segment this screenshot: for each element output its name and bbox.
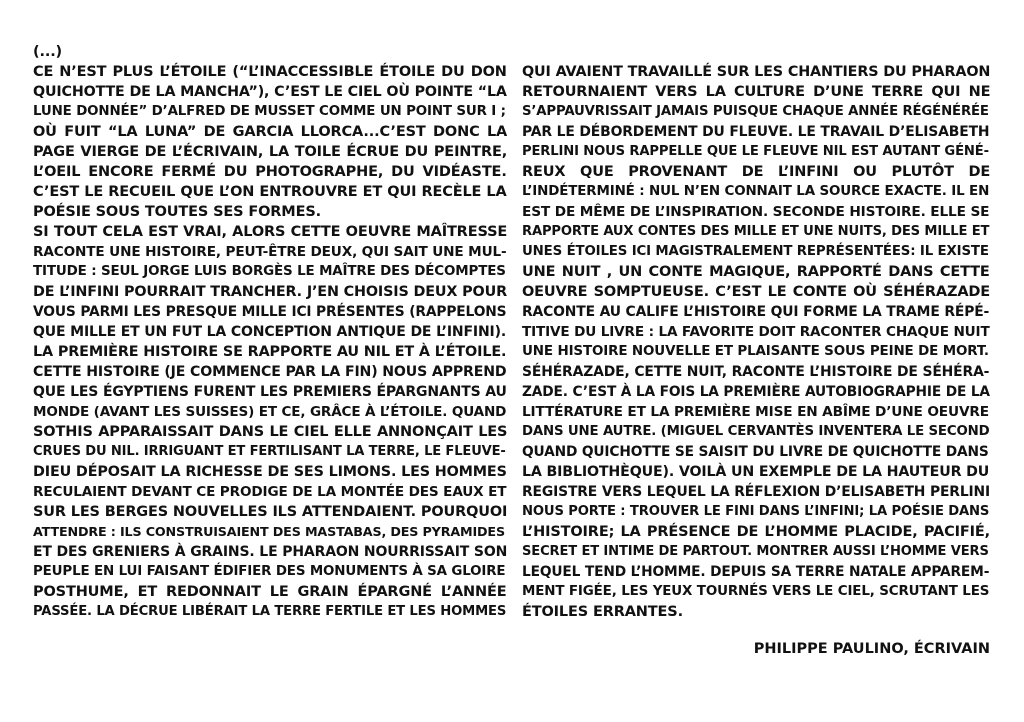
text-line: (...): [33, 44, 63, 60]
text-line: L’INDÉTERMINÉ : NUL N’EN CONNAIT LA SOURCE EXACTE. IL EN: [522, 184, 990, 199]
text-line: QUICHOTTE DE LA MANCHA”), C’EST LE CIEL OÙ POINTE “LA: [33, 84, 507, 100]
text-line: DE L’INFINI POURRAIT TRANCHER. J’EN CHOISIS DEUX POUR: [33, 284, 507, 300]
text-line: PASSÉE. LA DÉCRUE LIBÉRAIT LA TERRE FERTILE ET LES HOMMES: [33, 604, 507, 619]
text-line: VOUS PARMI LES PRESQUE MILLE ICI PRÉSENTES (RAPPELONS: [33, 304, 507, 320]
text-line: L’HISTOIRE; LA PRÉSENCE DE L’HOMME PLACIDE, PACIFIÉ,: [522, 524, 990, 540]
text-line: C’EST LE RECUEIL QUE L’ON ENTROUVRE ET QUI RECÈLE LA: [33, 184, 507, 200]
text-line: NOUS PORTE : TROUVER LE FINI DANS L’INFINI; LA POÉSIE DANS: [522, 504, 990, 519]
text-line: DIEU DÉPOSAIT LA RICHESSE DE SES LIMONS. LES HOMMES: [33, 464, 507, 480]
text-line: SECRET ET INTIME DE PARTOUT. MONTRER AUSSI L’HOMME VERS: [522, 544, 989, 559]
text-line: OEUVRE SOMPTUEUSE. C’EST LE CONTE OÙ SÉHÉRAZADE: [522, 284, 990, 300]
text-line: POSTHUME, ET REDONNAIT LE GRAIN ÉPARGNÉ L’ANNÉE: [33, 584, 507, 600]
text-line: DANS UNE AUTRE. (MIGUEL CERVANTÈS INVENTERA LE SECOND: [522, 424, 990, 439]
text-line: SUR LES BERGES NOUVELLES ILS ATTENDAIENT. POURQUOI: [33, 504, 507, 520]
text-line: ATTENDRE : ILS CONSTRUISAIENT DES MASTABAS, DES PYRAMIDES: [33, 524, 505, 539]
text-line: PAGE VIERGE DE L’ÉCRIVAIN, LA TOILE ÉCRUE DU PEINTRE,: [33, 144, 507, 160]
text-line: CETTE HISTOIRE (JE COMMENCE PAR LA FIN) NOUS APPREND: [33, 364, 507, 380]
text-column-right: [522, 62, 990, 622]
text-line: RETOURNAIENT VERS LA CULTURE D’UNE TERRE QUI NE: [522, 84, 990, 100]
text-line: OÙ FUIT “LA LUNA” DE GARCIA LLORCA...C’EST DONC LA: [33, 124, 507, 140]
text-line: LITTÉRATURE ET LA PREMIÈRE MISE EN ABÎME D’UNE OEUVRE: [522, 404, 989, 420]
text-line: SÉHÉRAZADE, CETTE NUIT, RACONTE L’HISTOIRE DE SÉHÉRA-: [522, 364, 990, 380]
text-line: LA BIBLIOTHÈQUE). VOILÀ UN EXEMPLE DE LA HAUTEUR DU: [522, 464, 990, 480]
text-line: QUI AVAIENT TRAVAILLÉ SUR LES CHANTIERS DU PHARAON: [522, 64, 990, 80]
text-line: TITIVE DU LIVRE : LA FAVORITE DOIT RACONTER CHAQUE NUIT: [522, 324, 990, 340]
text-line: UNES ÉTOILES ICI MAGISTRALEMENT REPRÉSENTÉES: IL EXISTE: [522, 244, 989, 259]
text-line: REGISTRE VERS LEQUEL LA RÉFLEXION D’ELISABETH PERLINI: [522, 484, 990, 500]
text-column-left: [33, 42, 507, 622]
text-line: TITUDE : SEUL JORGE LUIS BORGÈS LE MAÎTRE DES DÉCOMPTES: [33, 264, 506, 279]
text-line: RACONTE AU CALIFE L’HISTOIRE QUI FORME LA TRAME RÉPÉ-: [522, 304, 990, 320]
author-signature: PHILIPPE PAULINO, ÉCRIVAIN: [753, 641, 990, 657]
text-line: L’OEIL ENCORE FERMÉ DU PHOTOGRAPHE, DU VIDÉASTE.: [33, 164, 507, 180]
text-line: MENT FIGÉE, LES YEUX TOURNÉS VERS LE CIEL, SCRUTANT LES: [522, 584, 990, 599]
text-line: ET DES GRENIERS À GRAINS. LE PHARAON NOURRISSAIT SON: [33, 544, 507, 560]
text-line: UNE HISTOIRE NOUVELLE ET PLAISANTE SOUS PEINE DE MORT.: [522, 344, 989, 359]
text-line: ZADE. C’EST À LA FOIS LA PREMIÈRE AUTOBIOGRAPHIE DE LA: [522, 384, 990, 400]
text-line: RAPPORTE AUX CONTES DES MILLE ET UNE NUITS, DES MILLE ET: [522, 224, 990, 239]
text-line: SOTHIS APPARAISSAIT DANS LE CIEL ELLE ANNONÇAIT LES: [33, 424, 507, 440]
text-line: PERLINI NOUS RAPPELLE QUE LE FLEUVE NIL EST AUTANT GÉNÉ-: [522, 144, 989, 159]
text-line: LUNE DONNÉE” D’ALFRED DE MUSSET COMME UN POINT SUR I ;: [33, 104, 506, 119]
text-line: QUE LES ÉGYPTIENS FURENT LES PREMIERS ÉPARGNANTS AU: [33, 384, 507, 400]
text-line: MONDE (AVANT LES SUISSES) ET CE, GRÂCE À L’ÉTOILE. QUAND: [33, 404, 507, 420]
text-line: CRUES DU NIL. IRRIGUANT ET FERTILISANT LA TERRE, LE FLEUVE-: [33, 444, 506, 459]
text-line: RACONTE UNE HISTOIRE, PEUT-ÊTRE DEUX, QUI SAIT UNE MUL-: [33, 244, 507, 260]
text-line: CE N’EST PLUS L’ÉTOILE (“L’INACCESSIBLE ÉTOILE DU DON: [33, 64, 507, 80]
text-line: SI TOUT CELA EST VRAI, ALORS CETTE OEUVRE MAÎTRESSE: [33, 224, 507, 240]
text-line: POÉSIE SOUS TOUTES SES FORMES.: [33, 204, 321, 220]
text-line: EST DE MÊME DE L’INSPIRATION. SECONDE HISTOIRE. ELLE SE: [522, 204, 990, 220]
text-line: RECULAIENT DEVANT CE PRODIGE DE LA MONTÉE DES EAUX ET: [33, 484, 507, 500]
text-line: LA PREMIÈRE HISTOIRE SE RAPPORTE AU NIL ET À L’ÉTOILE.: [33, 344, 507, 360]
text-line: PAR LE DÉBORDEMENT DU FLEUVE. LE TRAVAIL D’ELISABETH: [522, 124, 990, 140]
text-line: PEUPLE EN LUI FAISANT ÉDIFIER DES MONUMENTS À SA GLOIRE: [33, 564, 506, 579]
text-line: QUE MILLE ET UN FUT LA CONCEPTION ANTIQUE DE L’INFINI).: [33, 324, 507, 340]
text-line: LEQUEL TEND L’HOMME. DEPUIS SA TERRE NATALE APPAREM-: [522, 564, 990, 580]
text-line: QUAND QUICHOTTE SE SAISIT DU LIVRE DE QUICHOTTE DANS: [522, 444, 989, 460]
text-line: ÉTOILES ERRANTES.: [522, 604, 683, 620]
text-line: S’APPAUVRISSAIT JAMAIS PUISQUE CHAQUE ANNÉE RÉGÉNÉRÉE: [522, 104, 989, 119]
text-line: UNE NUIT , UN CONTE MAGIQUE, RAPPORTÉ DANS CETTE: [522, 264, 990, 280]
text-line: REUX QUE PROVENANT DE L’INFINI OU PLUTÔT DE: [522, 164, 990, 180]
